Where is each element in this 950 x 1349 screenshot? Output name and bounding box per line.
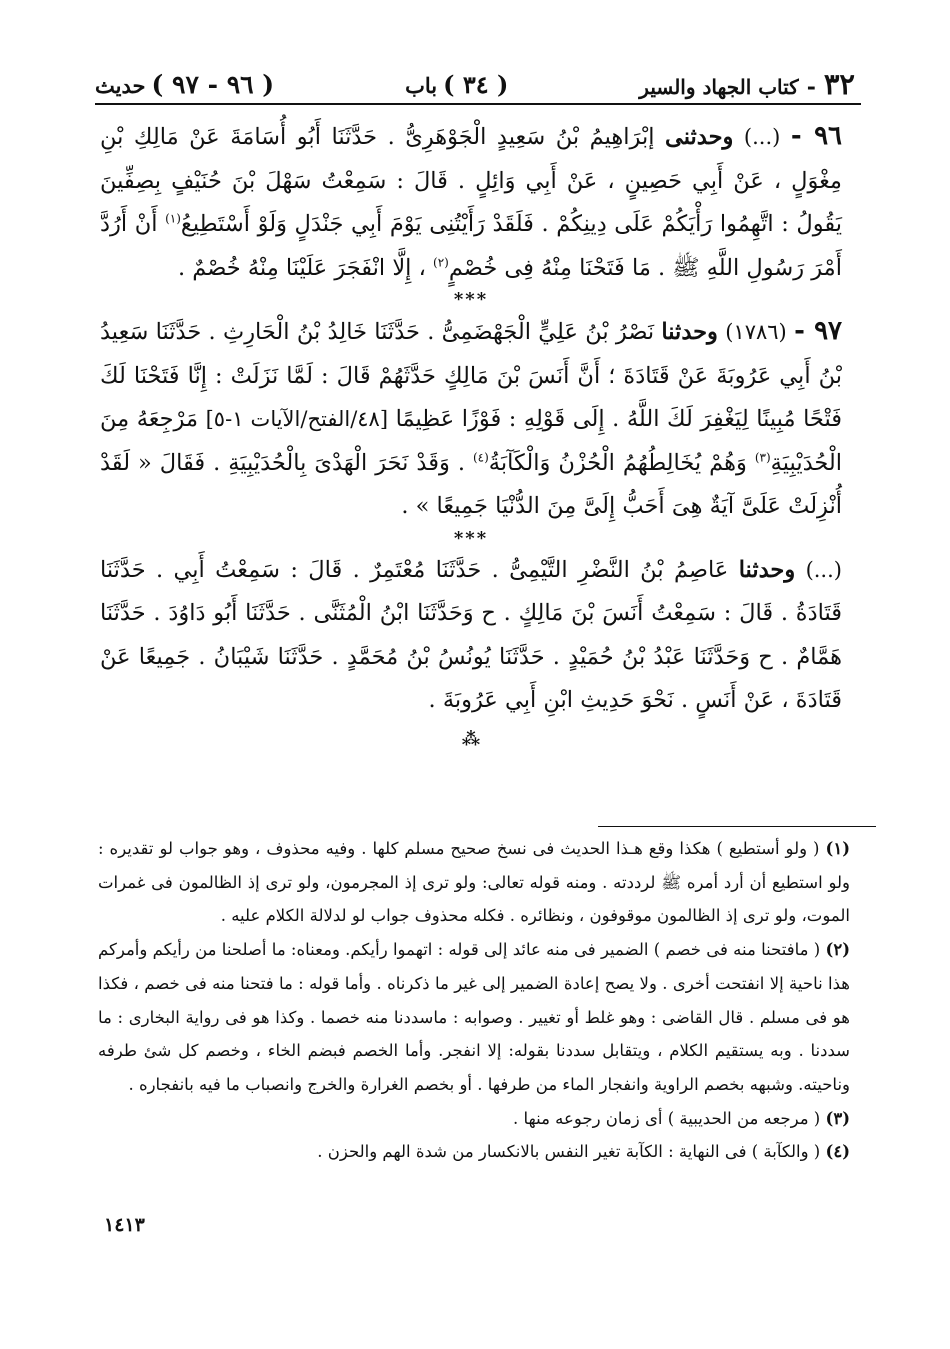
footnotes — [98, 832, 850, 1169]
footnote-text: ( ولو أستطيع ) هكذا وقع هـذا الحديث فى نسخ صحيح مسلم كلها . وفيه محذوف ، وهو جواب لو تقديره : ولو استطيع أن أرد أمره ﷺ لرددته . ومنه قوله تعالى: ولو ترى إذ المجرمون، ولو ترى إذ الظالمون فى غمرات الموت، ولو ترى إذ الظالمون موقوفون ، ونظائره . فكله محذوف جواب لو لدلالة الكلام عليه . — [98, 839, 850, 926]
footnote-text: ( مرجعه من الحديبية ) أى زمان رجوعه منها . — [512, 1108, 821, 1128]
header-book-title: كتاب الجهاد والسير — [639, 75, 799, 99]
header-rule — [95, 103, 861, 105]
hadith-reference: (...) — [743, 125, 781, 149]
section-separator: *** — [453, 527, 489, 549]
hadith-97-variant — [100, 549, 842, 723]
hadith-text: وَهُمْ يُخَالِطُهُمُ الْحُزْنُ وَالْكَآبَةُ — [488, 449, 747, 476]
footnote-1 — [98, 832, 850, 933]
footnote-marker: (١) — [165, 211, 181, 226]
hadith-97 — [100, 310, 842, 529]
footnote-marker: (٢) — [433, 255, 449, 269]
bottom-page-number: ١٤١٣ — [104, 1214, 145, 1236]
header-hadith-word: حديث — [95, 72, 146, 98]
hadith-opening: وحدثنا — [738, 556, 796, 583]
footnote-2 — [98, 933, 850, 1102]
footnote-text: ( مافتحنا منه فى خصم ) الضمير فى منه عائد إلى قوله : اتهموا رأيكم. ومعناه: ما أصلحنا من رأيكم وأمركم هذا ناحية إلا انفتحت أخرى . ولا يصح إعادة الضمير إلى غير ما ذكرناه . وأما قوله : ما فتحنا منه فى خصم ، فكذا هو فى مسلم . قال القاضى : وهو غلط أو تغيير . وصوابه : ماسددنا منه خصما . وكذا هو فى رواية البخارى : ما سددنا . وبه يستقيم الكلام ، ويتقابل سددنا بقوله: إلا انفجر. وأما الخصم فبضم الخاء ، وخصم كل شئ طرفه وناحيته. وشبهه بخصم الراوية وانفجار الماء من طرفها . أو بخصم الغرارة والخرج وانصباب ما فيه بانفجاره . — [98, 940, 850, 1094]
header-hadith-range — [95, 70, 274, 99]
hadith-number: ٩٦ - — [790, 121, 843, 151]
hadith-text: . وَقَدْ نَحَرَ الْهَدْىَ بِالْحُدَيْبِيَةِ . فَقَالَ « لَقَدْ أُنْزِلَتْ عَلَىَّ آيَةٌ هِىَ أَحَبُّ إِلَىَّ مِنَ الدُّنْيَا جَمِيعًا » . — [100, 449, 842, 519]
hadith-text: ، إِلَّا انْفَجَرَ عَلَيْنَا مِنْهُ خُصْمٌ . — [177, 254, 426, 281]
running-header — [95, 64, 855, 104]
hadith-text: مَرْجِعَهُ مِنَ الْحُدَيْبِيَةِ — [100, 406, 843, 476]
footnote-rule — [598, 826, 876, 827]
header-dash: - — [806, 74, 816, 100]
hadith-text: أَنْ أَرُدَّ أَمْرَ رَسُولِ اللَّهِ ﷺ . مَا فَتَحْنَا مِنْهُ فِى خُصْمٍ — [100, 211, 842, 281]
header-chapter-word: باب — [405, 72, 438, 98]
footnote-number: (٣) — [825, 1108, 850, 1128]
footnote-marker: (٣) — [754, 450, 771, 464]
main-text — [100, 115, 842, 751]
hadith-opening: وحدثنى — [665, 124, 734, 150]
header-chapter-number: ( ٣٤ ) — [443, 69, 509, 99]
header-chapter — [405, 70, 508, 99]
hadith-opening: وحدثنا — [661, 319, 718, 345]
hadith-reference: (١٧٨٦) — [725, 320, 787, 344]
hadith-text: نَصْرُ بْنُ عَلِيٍّ الْجَهْضَمِىُّ . حَدَّثَنَا خَالِدُ بْنُ الْحَارِثِ . حَدَّثَنَا سَعِيدُ بْنُ أَبِي عَرُوبَةَ عَنْ قَتَادَةَ ؛ أَنَّ أَنَسَ بْنَ مَالِكٍ حَدَّثَهُمْ قَالَ : لَمَّا نَزَلَتْ : إِنَّا فَتَحْنَا لَكَ فَتْحًا مُبِينًا لِيَغْفِرَ لَكَ اللَّهُ . إِلَى قَوْلِهِ : فَوْزًا عَظِيمًا — [100, 319, 843, 432]
header-page-number: ٣٢ — [823, 67, 855, 101]
hadith-text: إبْرَاهِيمُ بْنُ سَعِيدٍ الْجَوْهَرِىُّ . حَدَّثَنَا أَبُو أُسَامَةَ عَنْ مَالِكِ بْنِ مِغْوَلٍ ، عَنْ أَبِي حَصِينٍ ، عَنْ أَبِي وَائِلٍ . قَالَ : سَمِعْتُ سَهْلَ بْنَ حُنَيْفٍ بِصِفِّينَ يَقُولُ : اتَّهِمُوا رَأْيَكُمْ عَلَى دِينِكُمْ . فَلَقَدْ رَأَيْتُنِى يَوْمَ أَبِي جَنْدَلٍ وَلَوْ أَسْتَطِيعُ — [100, 124, 842, 237]
footnote-4 — [98, 1135, 850, 1169]
end-mark: ⁂ — [461, 728, 481, 750]
footnote-number: (٤) — [825, 1142, 850, 1162]
footnote-3 — [98, 1102, 850, 1136]
section-separator: *** — [453, 289, 489, 310]
header-book-info — [639, 67, 855, 101]
hadith-reference: (...) — [805, 557, 842, 582]
footnote-number: (٢) — [825, 940, 850, 960]
hadith-text: عَاصِمُ بْنُ النَّضْرِ التَّيْمِىُّ . حَدَّثَنَا مُعْتَمِرٌ . قَالَ : سَمِعْتُ أَبِي . حَدَّثَنَا قَتَادَةُ . قَالَ : سَمِعْتُ أَنَسَ بْنَ مَالِكٍ . ح وَحَدَّثَنَا ابْنُ الْمُثَنَّى . حَدَّثَنَا أَبُو دَاوُدَ . حَدَّثَنَا هَمَّامٌ . ح وَحَدَّثَنَا عَبْدُ بْنُ حُمَيْدٍ . حَدَّثَنَا يُونُسُ بْنُ مُحَمَّدٍ . حَدَّثَنَا شَيْبَانُ . جَمِيعًا عَنْ قَتَادَةَ ، عَنْ أَنَسٍ . نَحْوَ حَدِيثِ ابْنِ أَبِي عَرُوبَةَ . — [100, 556, 842, 713]
header-hadith-numbers: ( ٩٦ - ٩٧ ) — [151, 69, 275, 99]
footnote-number: (١) — [825, 839, 850, 858]
hadith-96 — [100, 115, 842, 290]
hadith-number: ٩٧ - — [794, 316, 842, 346]
footnote-marker: (٤) — [472, 450, 489, 464]
verse-reference: [٤٨/الفتح/الآيات ١-٥] — [205, 407, 389, 431]
footnote-text: ( والكآبة ) فى النهاية : الكآبة تغير النفس بالانكسار من شدة الهم والحزن . — [317, 1142, 821, 1162]
